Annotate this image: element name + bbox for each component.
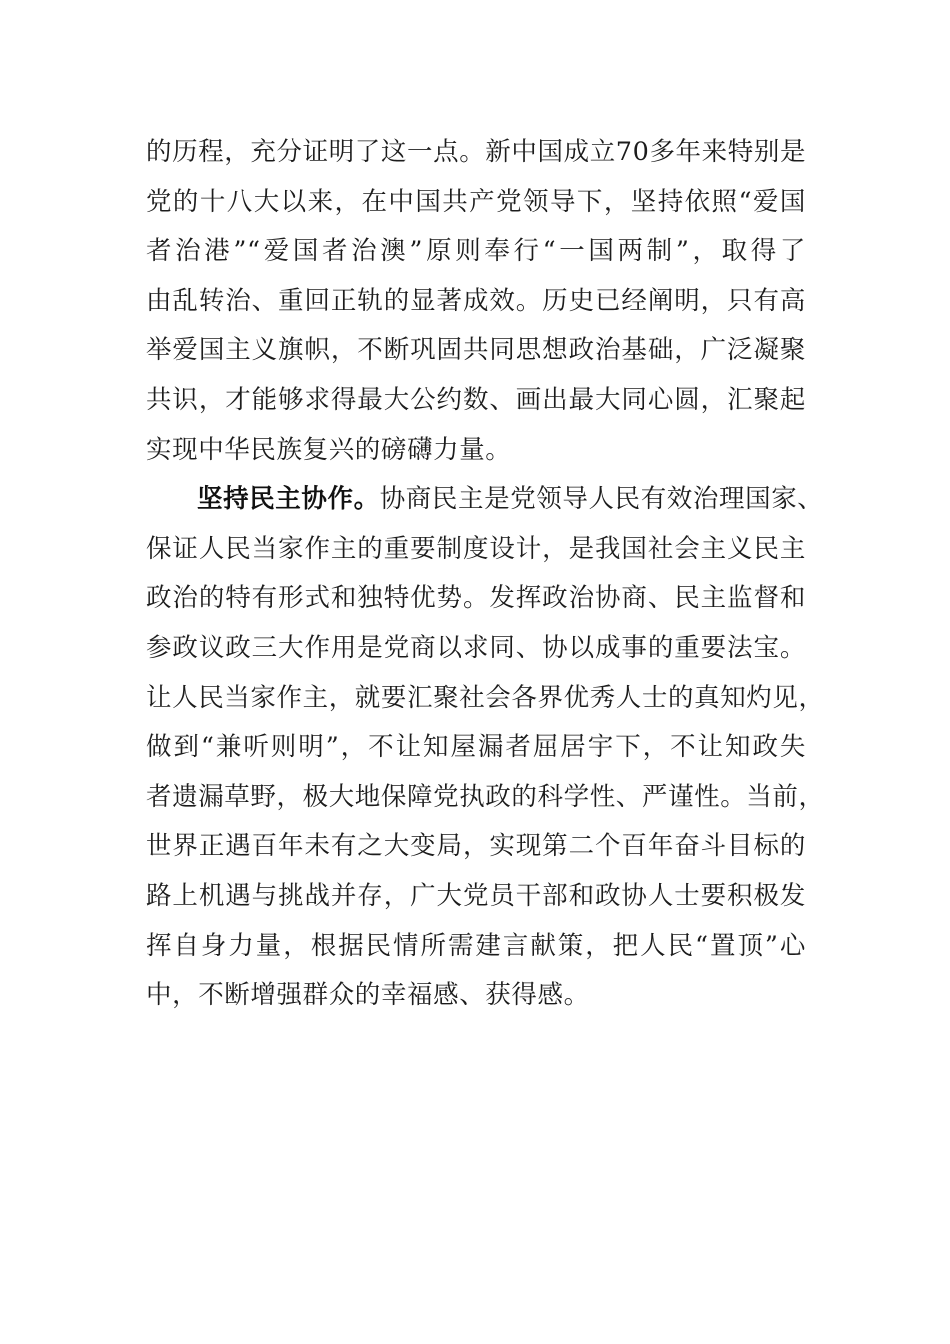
text-line: 让人民当家作主，就要汇聚社会各界优秀人士的真知灼见， xyxy=(146,682,825,713)
paragraph-1 xyxy=(146,128,806,475)
text-line: 参政议政三大作用是党商以求同、协以成事的重要法宝。 xyxy=(146,632,806,663)
paragraph-first-line xyxy=(146,475,824,525)
text-line: 挥自身力量，根据民情所需建言献策，把人民“置顶”心 xyxy=(146,930,806,961)
text-line: 举爱国主义旗帜，不断巩固共同思想政治基础，广泛凝聚 xyxy=(146,335,806,366)
text-line: 做到“兼听则明”，不让知屋漏者屈居宇下，不让知政失 xyxy=(146,732,806,763)
text-line: 实现中华民族复兴的磅礴力量。 xyxy=(146,434,512,465)
text-line: 共识，才能够求得最大公约数、画出最大同心圆，汇聚起 xyxy=(146,384,806,415)
text-line: 的历程，充分证明了这一点。新中国成立70多年来特别是 xyxy=(146,137,807,167)
text-line: 中，不断增强群众的幸福感、获得感。 xyxy=(146,980,590,1011)
text-line: 世界正遇百年未有之大变局，实现第二个百年奋斗目标的 xyxy=(146,831,806,862)
text-segment: 协商民主是党领导人民有效治理国家、 xyxy=(379,484,824,515)
document-body xyxy=(146,128,825,1021)
text-line: 由乱转治、重回正轨的显著成效。历史已经阐明，只有高 xyxy=(146,285,806,316)
text-line: 政治的特有形式和独特优势。发挥政治协商、民主监督和 xyxy=(146,583,806,614)
paragraph-2 xyxy=(146,475,825,1021)
text-line: 路上机遇与挑战并存，广大党员干部和政协人士要积极发 xyxy=(146,880,806,911)
text-line: 党的十八大以来，在中国共产党领导下，坚持依照“爱国 xyxy=(146,186,806,217)
text-line: 者治港”“爱国者治澳”原则奉行“一国两制”，取得了 xyxy=(146,236,806,267)
text-line: 者遗漏草野，极大地保障党执政的科学性、严谨性。当前， xyxy=(146,781,825,812)
text-line: 保证人民当家作主的重要制度设计，是我国社会主义民主 xyxy=(146,533,806,564)
paragraph-lead-heading: 坚持民主协作。 xyxy=(197,484,380,515)
